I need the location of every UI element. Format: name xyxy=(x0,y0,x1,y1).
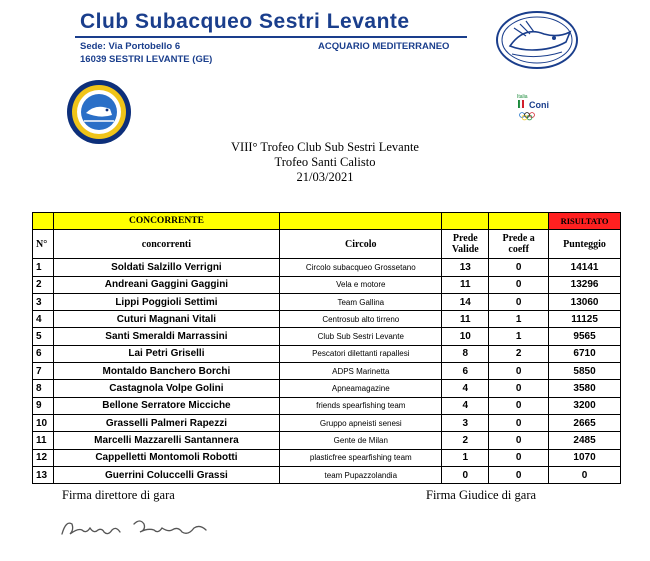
rank-cell: 8 xyxy=(33,380,54,397)
rank-cell: 11 xyxy=(33,432,54,449)
competitor-names-cell: Andreani Gaggini Gaggini xyxy=(53,276,279,293)
competitor-names-cell: Lippi Poggioli Settimi xyxy=(53,293,279,310)
col-header-n: N° xyxy=(33,230,54,259)
prede-coeff-cell: 0 xyxy=(489,259,549,276)
event-subtitle: Trofeo Santi Calisto xyxy=(274,155,376,169)
prede-valide-cell: 8 xyxy=(442,345,489,362)
coni-logo-icon xyxy=(516,92,566,122)
event-date: 21/03/2021 xyxy=(296,170,354,184)
club-cell: friends spearfishing team xyxy=(280,397,442,414)
club-cell: Vela e motore xyxy=(280,276,442,293)
prede-valide-cell: 4 xyxy=(442,397,489,414)
table-row xyxy=(33,259,621,276)
prede-coeff-cell: 1 xyxy=(489,328,549,345)
prede-valide-cell: 2 xyxy=(442,432,489,449)
table-row xyxy=(33,380,621,397)
punteggio-cell: 5850 xyxy=(549,363,621,380)
club-cell: team Pupazzolandia xyxy=(280,466,442,483)
punteggio-cell: 14141 xyxy=(549,259,621,276)
table-row xyxy=(33,397,621,414)
prede-valide-cell: 14 xyxy=(442,293,489,310)
club-cell: Team Gallina xyxy=(280,293,442,310)
club-cell: Pescatori dilettanti rapallesi xyxy=(280,345,442,362)
club-fish-logo-icon xyxy=(492,8,582,72)
competitor-names-cell: Cuturi Magnani Vitali xyxy=(53,311,279,328)
col-header-circolo: Circolo xyxy=(280,230,442,259)
table-section-row xyxy=(33,213,621,230)
prede-valide-cell: 13 xyxy=(442,259,489,276)
competitor-names-cell: Marcelli Mazzarelli Santannera xyxy=(53,432,279,449)
yellow-cell xyxy=(442,213,489,230)
col-header-concorrenti: concorrenti xyxy=(53,230,279,259)
prede-coeff-cell: 0 xyxy=(489,380,549,397)
header-underline xyxy=(75,36,467,38)
table-row xyxy=(33,328,621,345)
prede-coeff-cell: 2 xyxy=(489,345,549,362)
prede-coeff-cell: 1 xyxy=(489,311,549,328)
prede-coeff-cell: 0 xyxy=(489,432,549,449)
table-row xyxy=(33,414,621,431)
rank-cell: 12 xyxy=(33,449,54,466)
prede-valide-cell: 10 xyxy=(442,328,489,345)
handwritten-signature-icon xyxy=(58,512,218,542)
club-cell: ADPS Marinetta xyxy=(280,363,442,380)
coni-italia-text: Italia xyxy=(517,94,528,100)
club-name: Club Subacqueo Sestri Levante xyxy=(80,10,410,33)
competitor-names-cell: Guerrini Coluccelli Grassi xyxy=(53,466,279,483)
punteggio-cell: 2485 xyxy=(549,432,621,449)
prede-valide-cell: 4 xyxy=(442,380,489,397)
coni-label-text: Coni xyxy=(529,100,549,110)
punteggio-cell: 13296 xyxy=(549,276,621,293)
club-cell: Circolo subacqueo Grossetano xyxy=(280,259,442,276)
punteggio-cell: 2665 xyxy=(549,414,621,431)
club-cell: Club Sub Sestri Levante xyxy=(280,328,442,345)
competitor-names-cell: Lai Petri Griselli xyxy=(53,345,279,362)
acquario-label: ACQUARIO MEDITERRANEO xyxy=(318,41,450,52)
rank-cell: 13 xyxy=(33,466,54,483)
prede-coeff-cell: 0 xyxy=(489,449,549,466)
punteggio-cell: 1070 xyxy=(549,449,621,466)
table-row xyxy=(33,311,621,328)
prede-coeff-cell: 0 xyxy=(489,276,549,293)
prede-valide-cell: 6 xyxy=(442,363,489,380)
table-row xyxy=(33,293,621,310)
rank-cell: 5 xyxy=(33,328,54,345)
prede-valide-cell: 1 xyxy=(442,449,489,466)
col-header-prede-coeff: Prede a coeff xyxy=(489,230,549,259)
address-line-2: 16039 SESTRI LEVANTE (GE) xyxy=(80,54,213,65)
club-cell: plasticfree spearfishing team xyxy=(280,449,442,466)
table-header-row xyxy=(33,230,621,259)
prede-coeff-cell: 0 xyxy=(489,363,549,380)
fipsas-logo-icon xyxy=(66,79,132,145)
prede-coeff-cell: 0 xyxy=(489,397,549,414)
prede-valide-cell: 3 xyxy=(442,414,489,431)
col-header-punteggio: Punteggio xyxy=(549,230,621,259)
prede-coeff-cell: 0 xyxy=(489,293,549,310)
competitor-names-cell: Bellone Serratore Micciche xyxy=(53,397,279,414)
yellow-cell xyxy=(33,213,54,230)
event-title: VIII° Trofeo Club Sub Sestri Levante xyxy=(231,140,419,154)
concorrente-section-header: CONCORRENTE xyxy=(53,213,279,230)
rank-cell: 2 xyxy=(33,276,54,293)
prede-coeff-cell: 0 xyxy=(489,414,549,431)
competitor-names-cell: Soldati Salzillo Verrigni xyxy=(53,259,279,276)
competitor-names-cell: Santi Smeraldi Marrassini xyxy=(53,328,279,345)
prede-valide-cell: 0 xyxy=(442,466,489,483)
address-line-1: Sede: Via Portobello 6 xyxy=(80,41,181,52)
table-row xyxy=(33,345,621,362)
punteggio-cell: 3200 xyxy=(549,397,621,414)
club-cell: Gente de Milan xyxy=(280,432,442,449)
competitor-names-cell: Cappelletti Montomoli Robotti xyxy=(53,449,279,466)
results-table xyxy=(32,212,621,484)
yellow-cell xyxy=(280,213,442,230)
signature-right-label: Firma Giudice di gara xyxy=(426,488,537,502)
rank-cell: 6 xyxy=(33,345,54,362)
punteggio-cell: 13060 xyxy=(549,293,621,310)
club-cell: Apneamagazine xyxy=(280,380,442,397)
competitor-names-cell: Castagnola Volpe Golini xyxy=(53,380,279,397)
rank-cell: 9 xyxy=(33,397,54,414)
col-header-prede-valide: Prede Valide xyxy=(442,230,489,259)
risultato-section-header: RISULTATO xyxy=(549,213,621,230)
punteggio-cell: 6710 xyxy=(549,345,621,362)
punteggio-cell: 0 xyxy=(549,466,621,483)
rank-cell: 10 xyxy=(33,414,54,431)
prede-valide-cell: 11 xyxy=(442,276,489,293)
rank-cell: 1 xyxy=(33,259,54,276)
table-row xyxy=(33,276,621,293)
club-cell: Centrosub alto tirreno xyxy=(280,311,442,328)
table-row xyxy=(33,466,621,483)
punteggio-cell: 9565 xyxy=(549,328,621,345)
rank-cell: 7 xyxy=(33,363,54,380)
punteggio-cell: 11125 xyxy=(549,311,621,328)
rank-cell: 4 xyxy=(33,311,54,328)
punteggio-cell: 3580 xyxy=(549,380,621,397)
table-row xyxy=(33,363,621,380)
prede-valide-cell: 11 xyxy=(442,311,489,328)
prede-coeff-cell: 0 xyxy=(489,466,549,483)
competitor-names-cell: Grasselli Palmeri Rapezzi xyxy=(53,414,279,431)
rank-cell: 3 xyxy=(33,293,54,310)
competitor-names-cell: Montaldo Banchero Borchi xyxy=(53,363,279,380)
yellow-cell xyxy=(489,213,549,230)
club-cell: Gruppo apneisti senesi xyxy=(280,414,442,431)
table-row xyxy=(33,432,621,449)
event-titles xyxy=(0,140,650,185)
signature-left-label: Firma direttore di gara xyxy=(62,488,175,502)
table-row xyxy=(33,449,621,466)
